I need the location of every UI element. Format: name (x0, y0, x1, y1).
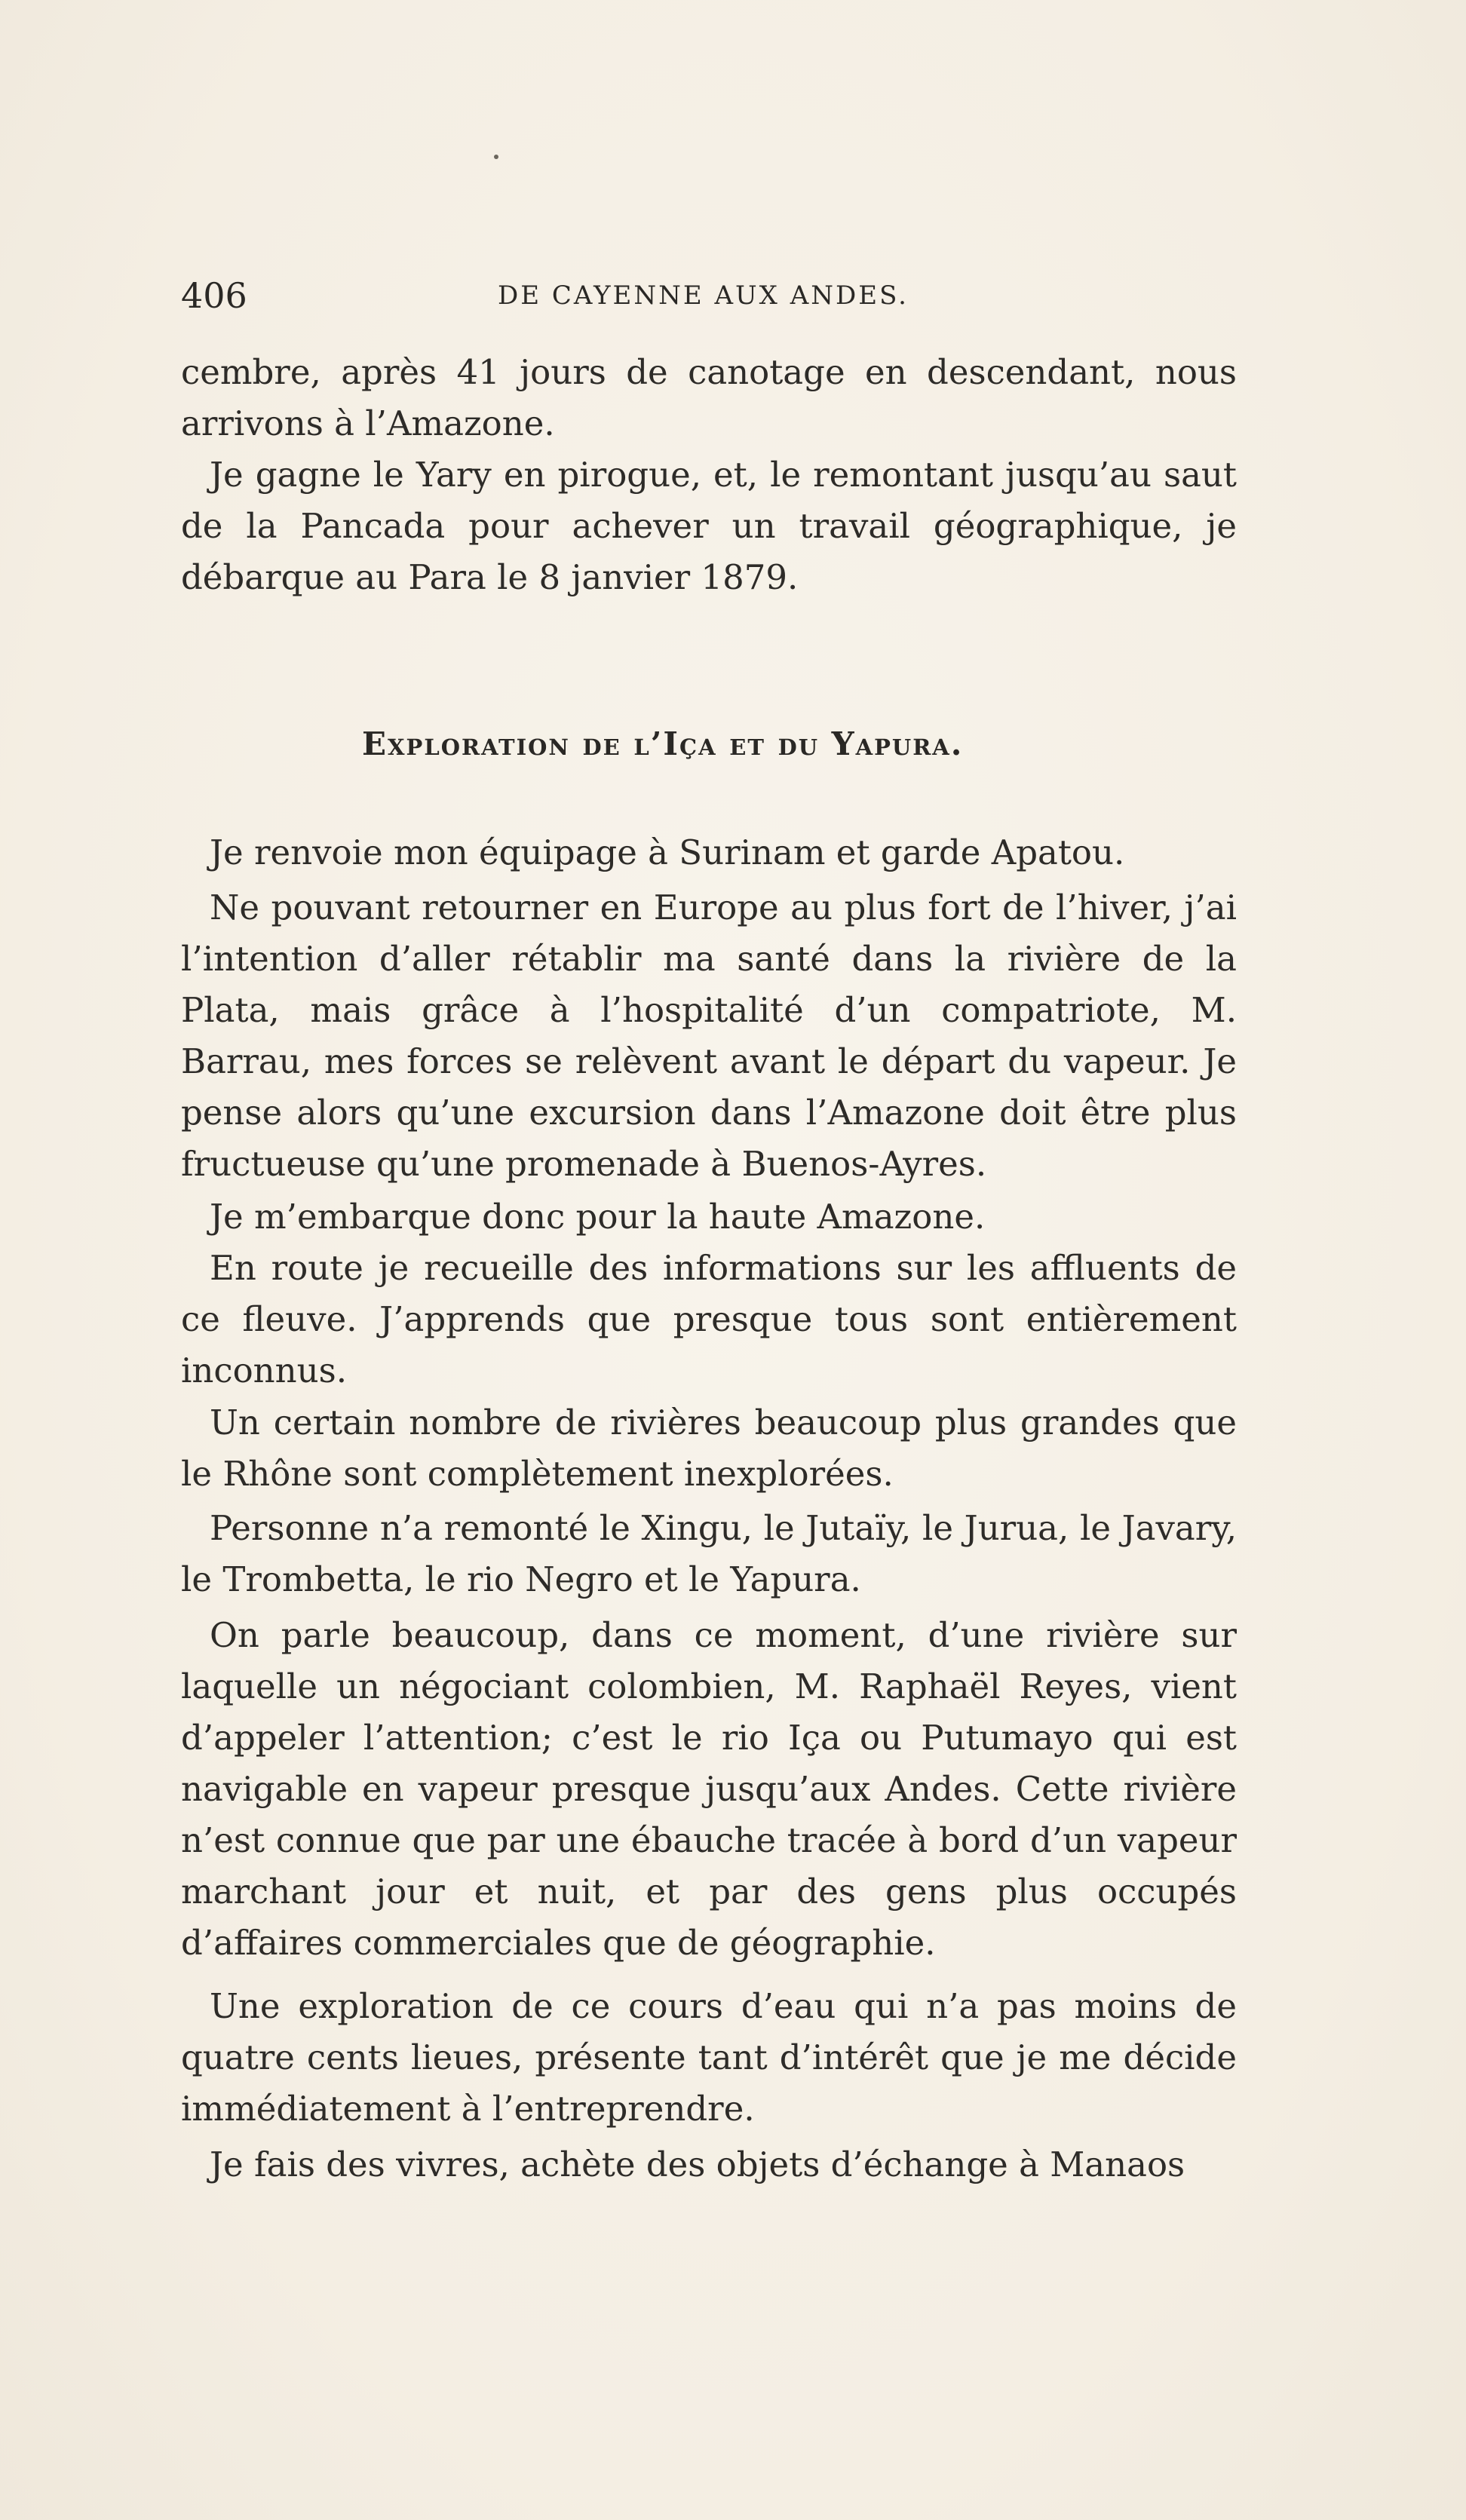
page-number: 406 (181, 275, 247, 316)
section-heading: Exploration de l’Iça et du Yapura. (362, 725, 964, 762)
running-title: DE CAYENNE AUX ANDES. (498, 281, 909, 311)
paragraph-1: cembre, après 41 jours de canotage en descendant, nous arrivons à l’Amazone. (181, 352, 1237, 443)
paragraph-2: Je gagne le Yary en pirogue, et, le remontant jusqu’au saut de la Pancada pour achever un travail géographique, je débarque au Para le 8 janvier 1879. (181, 455, 1237, 597)
paragraph-7: Un certain nombre de rivières beaucoup plus grandes que le Rhône sont complètement inexplorées. (181, 1403, 1237, 1494)
ink-speck (494, 155, 498, 159)
paragraph-3: Je renvoie mon équipage à Surinam et garde Apatou. (210, 832, 1125, 872)
paragraph-6: En route je recueille des informations sur les affluents de ce fleuve. J’apprends que presque tous sont entièrement inconnus. (181, 1248, 1237, 1390)
paragraph-9: On parle beaucoup, dans ce moment, d’une rivière sur laquelle un négociant colombien, M. Raphaël Reyes, vient d’appeler l’attention; c’est le rio Iça ou Putumayo qui est navigable en vapeur presque jusqu’aux Andes. Cette rivière n’est connue que par une ébauche tracée à bord d’un vapeur marchant jour et nuit, et par des gens plus occupés d’affaires commerciales que de géographie. (181, 1615, 1237, 1963)
paragraph-11: Je fais des vivres, achète des objets d’échange à Manaos (210, 2144, 1185, 2184)
paragraph-8: Personne n’a remonté le Xingu, le Jutaïy, le Jurua, le Javary, le Trombetta, le rio Negro et le Yapura. (181, 1508, 1237, 1599)
paragraph-4: Ne pouvant retourner en Europe au plus fort de l’hiver, j’ai l’intention d’aller rétablir ma santé dans la rivière de la Plata, mais grâce à l’hospitalité d’un compatriote, M. Barrau, mes forces se relèvent avant le départ du vapeur. Je pense alors qu’une excursion dans l’Amazone doit être plus fructueuse qu’une promenade à Buenos-Ayres. (181, 888, 1237, 1184)
page-header (181, 273, 1237, 318)
paragraph-5: Je m’embarque donc pour la haute Amazone. (210, 1197, 986, 1237)
paragraph-10: Une exploration de ce cours d’eau qui n’a pas moins de quatre cents lieues, présente tant d’intérêt que je me décide immédiatement à l’entreprendre. (181, 1986, 1237, 2129)
